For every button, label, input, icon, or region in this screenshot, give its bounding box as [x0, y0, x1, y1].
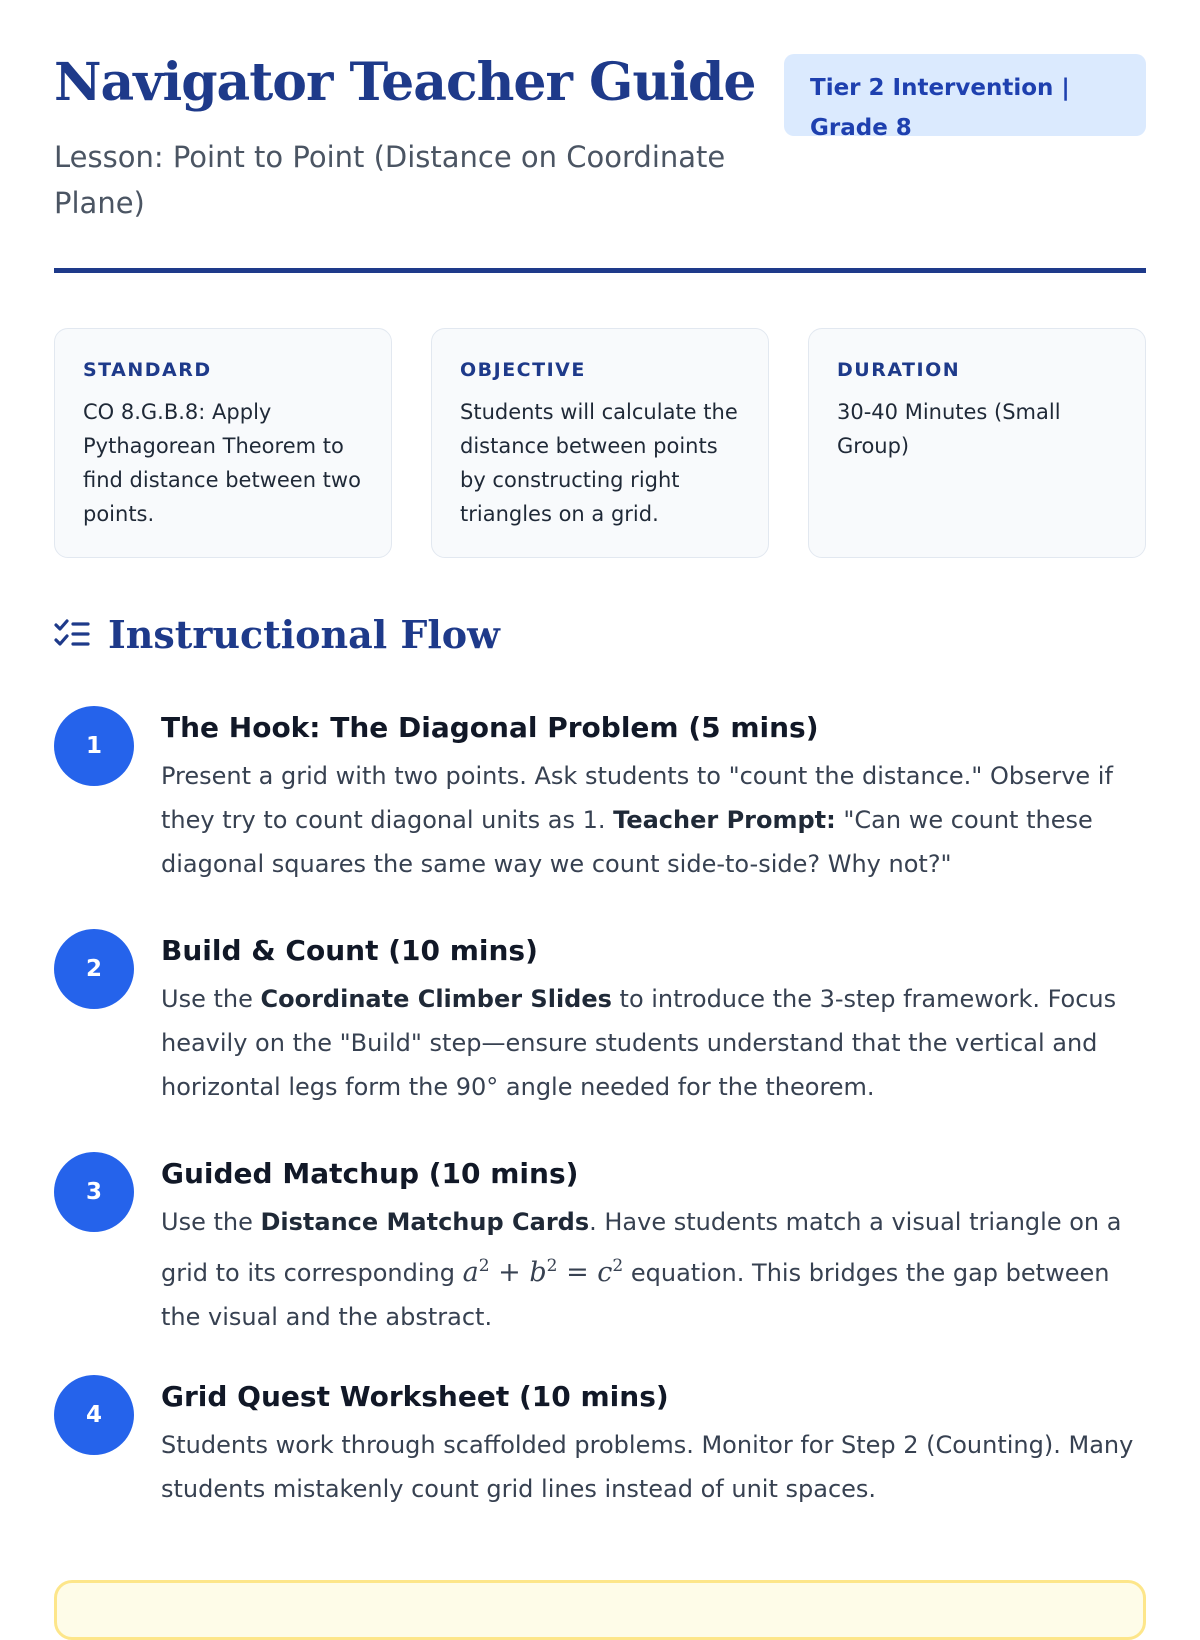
step-title: Build & Count (10 mins) — [161, 934, 538, 967]
info-cards — [54, 328, 1146, 558]
step-body — [161, 1375, 1146, 1511]
standard-card — [54, 328, 392, 558]
step-emphasis: Coordinate Climber Slides — [260, 985, 612, 1013]
step-description — [161, 1200, 1146, 1339]
section-title: Instructional Flow — [108, 612, 500, 657]
card-label: DURATION — [837, 359, 961, 381]
objective-card — [431, 328, 769, 558]
step-title: The Hook: The Diagonal Problem (5 mins) — [161, 711, 819, 744]
step-text: Use the — [161, 985, 261, 1013]
card-text: 30-40 Minutes (Small Group) — [837, 400, 1061, 458]
step-title: Grid Quest Worksheet (10 mins) — [161, 1380, 669, 1413]
pythagorean-equation: $a^2 + b^2 = c^2$ — [462, 1256, 624, 1288]
header-divider — [54, 268, 1146, 273]
step-number-badge: 2 — [54, 929, 134, 1009]
card-text: Students will calculate the distance between points by constructing right triangles on a grid. — [460, 400, 738, 526]
step-body — [161, 929, 1146, 1109]
page-title: Navigator Teacher Guide — [54, 52, 756, 113]
tier-grade-badge: Tier 2 Intervention | Grade 8 — [784, 54, 1146, 136]
step-number-badge: 3 — [54, 1152, 134, 1232]
step-text: "Can we count these diagonal squares the same way we count side-to-side? Why not?" — [161, 806, 1093, 878]
step-text: equation. This bridges the gap between the visual and the abstract. — [161, 1259, 1110, 1331]
step-number-badge: 4 — [54, 1375, 134, 1455]
step-text: to introduce the 3-step framework. Focus heavily on the "Build" step—ensure students understand that the vertical and horizontal legs form the 90° angle needed for the theorem. — [161, 985, 1117, 1101]
step-description — [161, 754, 1146, 886]
step-emphasis: Teacher Prompt: — [613, 806, 836, 834]
step-number-badge: 1 — [54, 706, 134, 786]
section-heading — [54, 612, 500, 657]
step-body — [161, 706, 1146, 886]
lesson-subtitle: Lesson: Point to Point (Distance on Coordinate Plane) — [54, 140, 726, 220]
step-emphasis: Distance Matchup Cards — [260, 1208, 590, 1236]
step-text: . Have students match a visual triangle on a grid to its corresponding — [161, 1208, 1122, 1287]
checklist-icon — [54, 618, 90, 652]
step-description — [161, 1423, 1146, 1511]
card-text: CO 8.G.B.8: Apply Pythagorean Theorem to find distance between two points. — [83, 400, 361, 526]
callout-box — [54, 1580, 1146, 1640]
step-body — [161, 1152, 1146, 1339]
step-description — [161, 977, 1146, 1109]
step-title: Guided Matchup (10 mins) — [161, 1157, 579, 1190]
card-label: OBJECTIVE — [460, 359, 586, 381]
duration-card — [808, 328, 1146, 558]
step-text: Students work through scaffolded problems. Monitor for Step 2 (Counting). Many students mistakenly count grid lines instead of unit spaces. — [161, 1431, 1134, 1503]
card-label: STANDARD — [83, 359, 212, 381]
step-text: Use the — [161, 1208, 261, 1236]
step-text: Present a grid with two points. Ask students to "count the distance." Observe if they try to count diagonal units as 1. — [161, 762, 1113, 834]
